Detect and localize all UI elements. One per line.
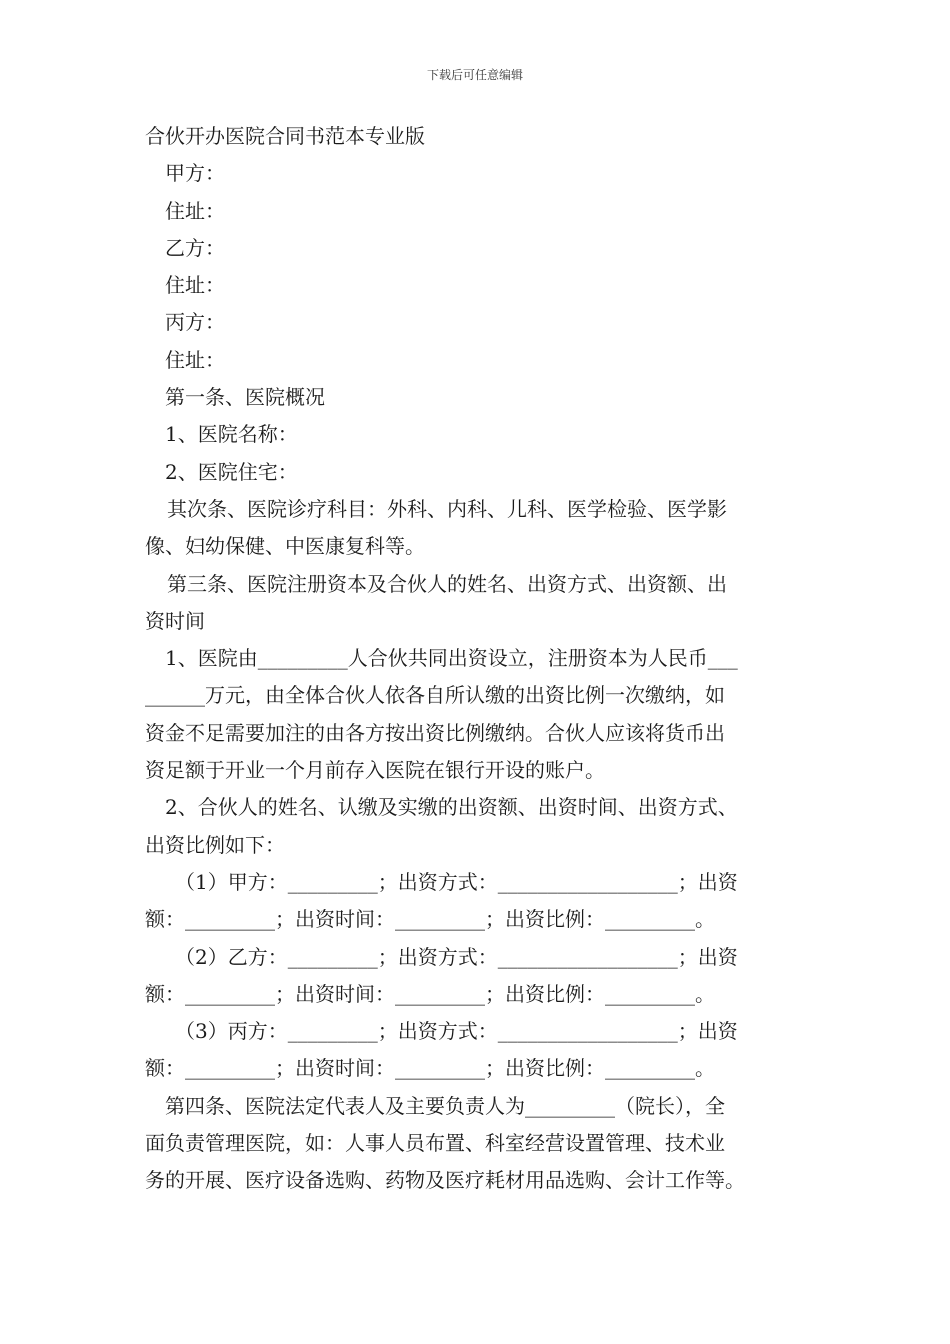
party-c-address: 住址： [165,347,225,372]
article-4-line-1: 第四条、医院法定代表人及主要负责人为_________（院长），全 [165,1093,725,1118]
article-4-line-2: 面负责管理医院，如：人事人员布置、科室经营设置管理、技术业 [145,1131,725,1156]
partner-1-line-2: 额：_________；出资时间：_________；出资比例：_________。 [145,907,715,932]
article-3-item-2-line-2: 出资比例如下： [145,832,285,857]
party-b-address: 住址： [165,273,225,298]
document-body [145,118,825,1200]
party-a-address: 住址： [165,198,225,223]
partner-3-line-1: （3）丙方：_________；出资方式：__________________；出资 [175,1019,738,1044]
partner-2-line-1: （2）乙方：_________；出资方式：__________________；出资 [175,944,738,969]
article-3-item-1-line-4: 资足额于开业一个月前存入医院在银行开设的账户。 [145,758,605,783]
article-2-line-2: 像、妇幼保健、中医康复科等。 [145,534,425,559]
article-3-item-1-line-1: 1、医院由_________人合伙共同出资设立，注册资本为人民币___ [165,646,738,671]
document-title: 合伙开办医院合同书范本专业版 [145,124,425,148]
article-3-line-1: 第三条、医院注册资本及合伙人的姓名、出资方式、出资额、出 [167,571,727,596]
party-c-label: 丙方： [165,310,225,335]
partner-3-line-2: 额：_________；出资时间：_________；出资比例：_________。 [145,1056,715,1081]
article-3-item-1-line-2: ______万元，由全体合伙人依各自所认缴的出资比例一次缴纳，如 [145,683,725,708]
page-header: 下载后可任意编辑 [426,68,523,82]
party-a-label: 甲方： [165,161,225,186]
article-1-heading: 第一条、医院概况 [165,385,325,410]
article-3-item-1-line-3: 资金不足需要加注的由各方按出资比例缴纳。合伙人应该将货币出 [145,720,725,745]
article-1-item-1: 1、医院名称： [165,422,298,447]
article-2-line-1: 其次条、医院诊疗科目：外科、内科、儿科、医学检验、医学影 [167,496,727,521]
partner-2-line-2: 额：_________；出资时间：_________；出资比例：_________。 [145,981,715,1006]
article-4-line-3: 务的开展、医疗设备选购、药物及医疗耗材用品选购、会计工作等。 [145,1168,745,1193]
article-3-item-2-line-1: 2、合伙人的姓名、认缴及实缴的出资额、出资时间、出资方式、 [165,795,738,820]
partner-1-line-1: （1）甲方：_________；出资方式：__________________；出资 [175,869,738,894]
party-b-label: 乙方： [165,235,225,260]
article-1-item-2: 2、医院住宅： [165,459,298,484]
article-3-line-2: 资时间 [145,608,205,633]
